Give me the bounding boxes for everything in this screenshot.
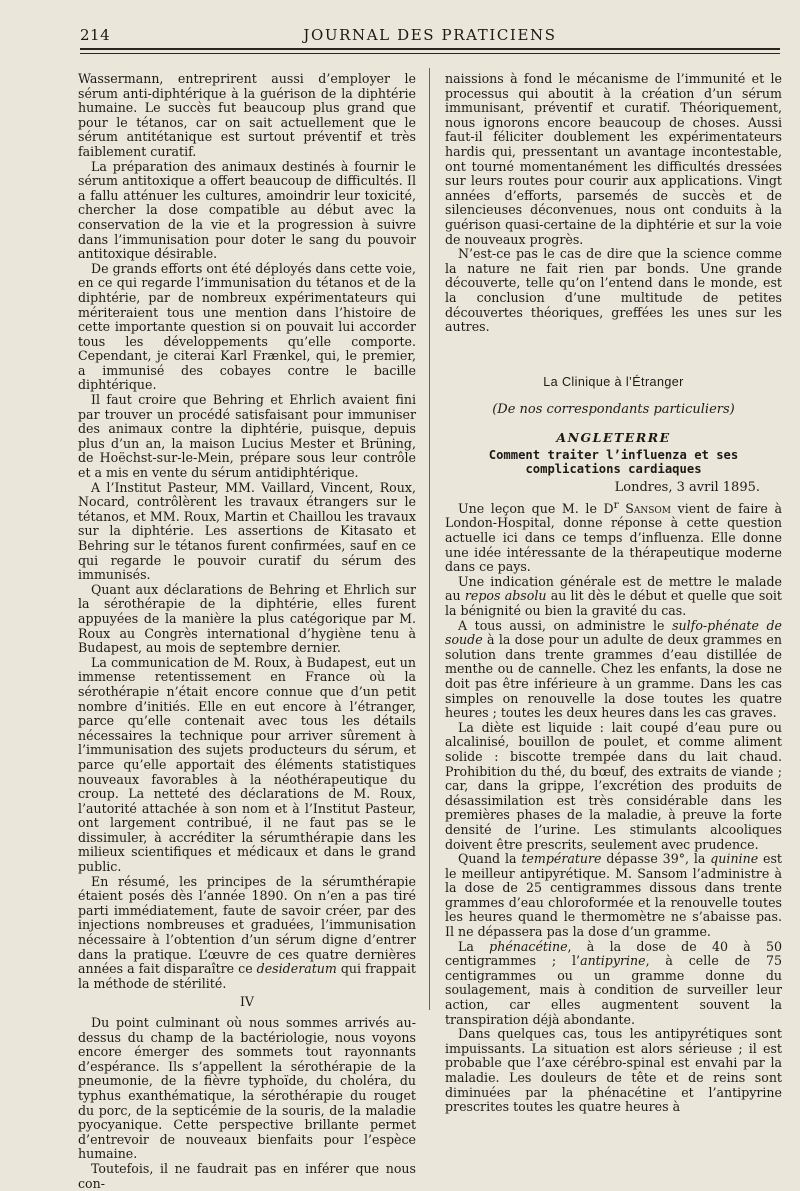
- section-title: La Clinique à l’Étranger: [543, 374, 684, 389]
- paragraph: En résumé, les principes de la sérumthérapie étaient posés dès l’année 1890. On n’en a pas tiré parti immédiatement, faute de savoir créer, par des injections nombreuses et graduées, l’immunisation nécessaire à l’obtention d’un sérum digne d’entrer dans la pratique. L’œuvre de ces quatre dernières années a fait disparaître ce desideratum qui frappait la méthode de stérilité.: [78, 873, 416, 991]
- paragraph: Une leçon que M. le $D^r$ Sansom vient de faire à London-Hospital, donne réponse à cette question actuelle ici dans ce temps d’influenza. Elle donne une idée intéressante de la thérapeutique moderne dans ce pays.: [445, 498, 782, 575]
- paragraph: Dans quelques cas, tous les antipyrétiques sont impuissants. La situation est alors sérieuse ; il est probable que l’axe cérébro-spinal est envahi par la maladie. Les douleurs de tête et de reins sont diminuées par la phénacétine et l’antipyrine prescrites toutes les quatre heures à: [445, 1026, 782, 1115]
- country-heading: ANGLETERRE: [556, 430, 671, 446]
- paragraph: naissions à fond le mécanisme de l’immunité et le processus qui aboutit à la création d’un sérum immunisant, préventif et curatif. Théoriquement, nous ignorons encore beaucoup de choses. Aussi faut-il féliciter doublement les expérimentateurs hardis qui, pressentant un avantage incontestable, ont tourné momentanément les difficultés dressées sur leurs routes pour courir aux applications. Vingt années d’efforts, parsemés de succès et de silencieuses déconvenues, nous ont conduits à la guérison quasi-certaine de la diphtérie et sur la voie de nouveaux progrès.: [445, 71, 782, 247]
- paragraph: La phénacétine, à la dose de 40 à 50 centigrammes ; l’antipyrine, à celle de 75 centigrammes ou un gramme donne du soulagement, mais à condition de surveiller leur action, car elles augmentent souvent la transpiration déjà abondante.: [445, 938, 783, 1027]
- header-rule: [80, 48, 780, 50]
- paragraph: Une indication générale est de mettre le malade au repos absolu au lit dès le début et quelle que soit la bénignité ou bien la gravité du cas.: [445, 573, 782, 618]
- left-column: [78, 72, 416, 1191]
- paragraph: Du point culminant où nous sommes arrivés au-dessus du champ de la bactériologie, nous voyons encore émerger des sommets tout rayonnants d’espérance. Ils s’appellent la sérothérapie de la pneumonie, de la fièvre typhoïde, du choléra, du typhus exanthématique, la sérothérapie du rouget du porc, de la septicémie de la souris, de la maladie pyocyanique. Cette perspective brillante permet d’entrevoir de nouveaux bienfaits pour l’espèce humaine.: [78, 1015, 416, 1162]
- paragraph: Il faut croire que Behring et Ehrlich avaient fini par trouver un procédé satisfaisant pour immuniser des animaux contre la diphtérie, puisque, depuis plus d’un an, la maison Lucius Mester et Brüning, de Hoëchst-sur-le-Mein, prépare sous leur contrôle et a mis en vente du sérum antidiphtérique.: [78, 392, 416, 481]
- article-title: Comment traiter l’influenza et ses complications cardiaques: [488, 447, 739, 477]
- section-number: IV: [239, 994, 255, 1010]
- paragraph: Quand la température dépasse 39°, la quinine est le meilleur antipyrétique. M. Sansom l’administre à la dose de 25 centigrammes dissous dans trente grammes d’eau chloroformée et la renouvelle toutes les heures quand le thermomètre ne s’abaisse pas. Il ne dépassera pas la dose d’un gramme.: [445, 851, 782, 940]
- paragraph: Wassermann, entreprirent aussi d’employer le sérum anti-diphtérique à la guérison de la diphtérie humaine. Le succès fut beaucoup plus grand que pour le tétanos, car on sait actuellement que le sérum antitétanique est surtout préventif et très faiblement curatif.: [78, 71, 416, 159]
- paragraph: Toutefois, il ne faudrait pas en inférer que nous con-: [78, 1160, 416, 1191]
- journal-title: JOURNAL DES PRATICIENS: [303, 26, 557, 44]
- page-number: 214: [80, 26, 111, 44]
- paragraph: De grands efforts ont été déployés dans cette voie, en ce qui regarde l’immunisation du tétanos et de la diphtérie, par de nombreux expérimentateurs qui mériteraient tous une mention dans l’histoire de cette importante question si on pouvait lui accorder tous les développements qu’elle comporte. Cependant, je citerai Karl Frænkel, qui, le premier, a immunisé des cobayes contre le bacille diphtérique.: [78, 260, 416, 393]
- paragraph: N’est-ce pas le cas de dire que la science comme la nature ne fait rien par bonds. Une grande découverte, telle qu’on l’entend dans le monde, est la conclusion d’une multitude de petites découvertes théoriques, greffées les unes sur les autres.: [445, 246, 782, 335]
- section-subtitle: (De nos correspondants particuliers): [492, 401, 735, 417]
- column-divider: [429, 68, 430, 1010]
- paragraph: A tous aussi, on administre le sulfo-phénate de soude à la dose pour un adulte de deux grammes en solution dans trente grammes d’eau distillée de menthe ou de cannelle. Chez les enfants, la dose ne doit pas être inférieure à un gramme. Dans les cas simples on renouvelle la dose toutes les quatre heures ; toutes les deux heures dans les cas graves.: [445, 617, 782, 721]
- dateline: Londres, 3 avril 1895.: [614, 480, 760, 496]
- paragraph: La diète est liquide : lait coupé d’eau pure ou alcalinisé, bouillon de poulet, et comme aliment solide : biscotte trempée dans du lait chaud. Prohibition du thé, du bœuf, des extraits de viande ; car, dans la grippe, l’excrétion des produits de désassimilation est très considérable dans les premières phases de la maladie, à preuve la forte densité de l’urine. Les stimulants alcooliques doivent être prescrits, seulement avec prudence.: [445, 719, 782, 852]
- paragraph: La préparation des animaux destinés à fournir le sérum antitoxique a offert beaucoup de difficultés. Il a fallu atténuer les cultures, amoindrir leur toxicité, chercher la dose compatible au début avec la conservation de la vie et la progression à suivre dans l’immunisation pour doter le sang du pouvoir antitoxique désirable.: [78, 158, 416, 262]
- page-header: [80, 24, 780, 50]
- header-rule-thin: [80, 53, 780, 54]
- paragraph: Quant aux déclarations de Behring et Ehrlich sur la sérothérapie de la diphtérie, elles furent appuyées de la manière la plus catégorique par M. Roux au Congrès international d’hygiène tenu à Budapest, au mois de septembre dernier.: [78, 581, 416, 656]
- paragraph: La communication de M. Roux, à Budapest, eut un immense retentissement en France où la sérothérapie n’était encore connue que d’un petit nombre d’initiés. Elle en eut encore à l’étranger, parce qu’elle contenait avec tous les détails nécessaires la technique pour arriver sûrement à l’immunisation des sujets producteurs du sérum, et parce qu’elle apportait des éléments statistiques nouveaux favorables à la néothérapeutique du croup. La netteté des déclarations de M. Roux, l’autorité attachée à son nom et à l’Institut Pasteur, ont largement contribué, il ne faut pas se le dissimuler, à accréditer la sérumthérapie dans les milieux scientifiques et médicaux et dans le grand public.: [78, 654, 416, 875]
- right-column: [445, 72, 782, 1115]
- paragraph: A l’Institut Pasteur, MM. Vaillard, Vincent, Roux, Nocard, contrôlèrent les travaux étrangers sur le tétanos, et MM. Roux, Martin et Chaillou les travaux sur la diphtérie. Les assertions de Kitasato et Behring sur le tétanos furent confirmées, sauf en ce qui regarde le pouvoir curatif du sérum des immunisés.: [78, 479, 416, 583]
